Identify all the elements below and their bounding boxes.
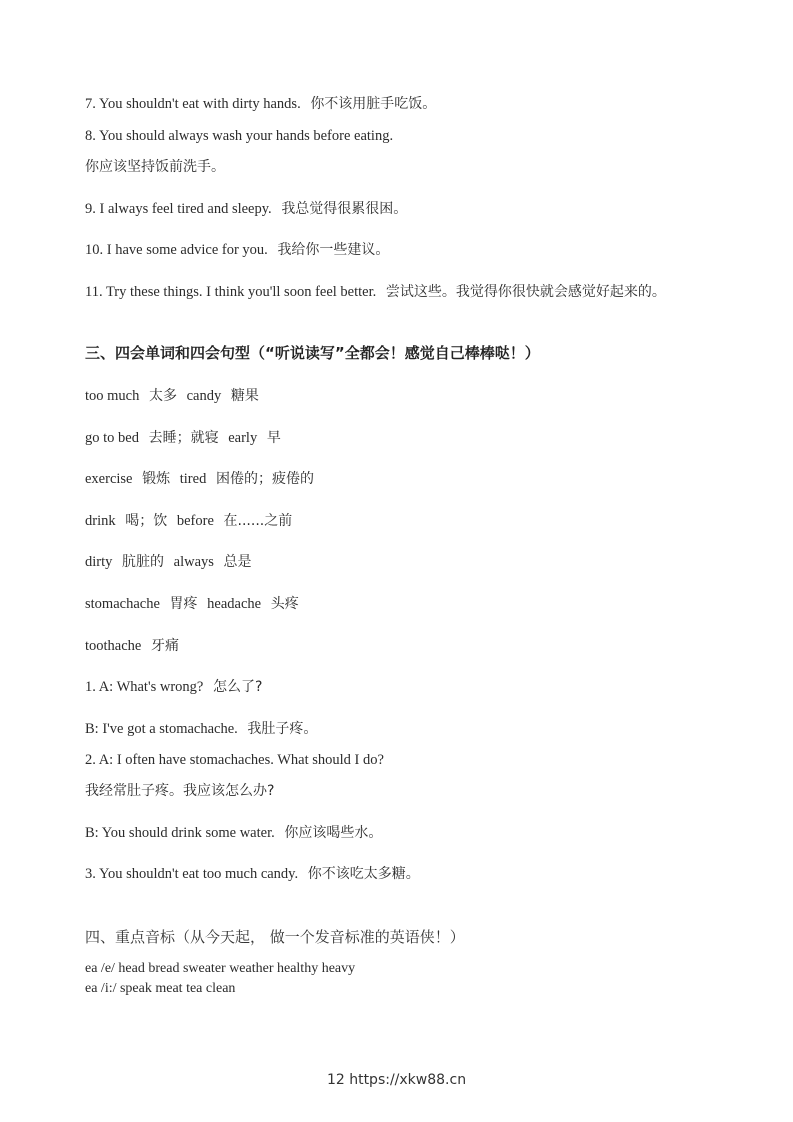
sentence-cn: 你应该坚持饭前洗手。	[85, 159, 225, 175]
sentence-en: 2. A: I often have stomachaches. What should I do?	[85, 752, 384, 768]
vocab-meaning: 去睡；就寝	[148, 430, 219, 446]
dialog-2a	[85, 751, 384, 769]
vocab-row	[85, 553, 252, 571]
vocab-word: drink	[85, 513, 116, 529]
vocab-meaning: 头疼	[270, 596, 299, 612]
dialog-2b	[85, 824, 382, 842]
sentence-en: 10. I have some advice for you.	[85, 242, 268, 258]
vocab-row	[85, 595, 299, 613]
phonetic-line: ea /i:/ speak meat tea clean	[85, 981, 236, 996]
vocab-row	[85, 470, 314, 488]
vocab-word: headache	[207, 596, 262, 612]
vocab-word: stomachache	[85, 596, 160, 612]
sentence-9	[85, 200, 407, 218]
sentence-en: 8. You should always wash your hands before eating.	[85, 128, 394, 144]
vocab-word: always	[173, 554, 214, 570]
dialog-2a-translation	[85, 782, 274, 800]
vocab-word: tired	[179, 471, 207, 487]
sentence-cn: 我给你一些建议。	[277, 242, 390, 258]
vocab-meaning: 太多	[149, 388, 177, 404]
sentence-en: 11. Try these things. I think you'll soon feel better.	[85, 284, 377, 300]
vocab-word: too much	[85, 388, 140, 404]
sentence-cn: 我经常肚子疼。我应该怎么办?	[85, 783, 275, 799]
dialog-1b	[85, 720, 317, 738]
sentence-cn: 尝试这些。我觉得你很快就会感觉好起来的。	[385, 284, 666, 300]
vocab-word: candy	[186, 388, 222, 404]
vocab-word: dirty	[85, 554, 113, 570]
vocab-row	[85, 512, 292, 530]
dialog-1a	[85, 678, 262, 696]
page-footer: 12 https://xkw88.cn	[326, 1072, 467, 1088]
vocab-word: toothache	[85, 638, 142, 654]
vocab-meaning: 喝；饮	[125, 513, 168, 529]
vocab-meaning: 锻炼	[142, 471, 171, 487]
sentence-en: 3. You shouldn't eat too much candy.	[85, 866, 299, 882]
sentence-7	[85, 95, 436, 113]
sentence-8-translation	[85, 158, 225, 176]
vocab-row	[85, 429, 281, 447]
vocab-meaning: 糖果	[230, 388, 259, 404]
sentence-cn: 我肚子疼。	[247, 721, 318, 737]
sentence-en: B: You should drink some water.	[85, 825, 275, 841]
vocab-row	[85, 637, 179, 655]
vocab-meaning: 早	[266, 430, 281, 446]
phonetic-line: ea /e/ head bread sweater weather healthy heavy	[85, 961, 356, 976]
section-3-heading: 三、四会单词和四会句型（“听说读写”全都会！感觉自己棒棒哒！）	[85, 344, 540, 362]
sentence-cn: 你不该吃太多糖。	[307, 866, 420, 882]
vocab-meaning: 困倦的；疲倦的	[215, 471, 314, 487]
vocab-meaning: 肮脏的	[122, 554, 165, 570]
sentence-8	[85, 127, 393, 145]
sentence-cn: 我总觉得很累很困。	[281, 201, 408, 217]
sentence-cn: 怎么了?	[212, 679, 263, 695]
vocab-meaning: 牙痛	[151, 638, 179, 654]
vocab-word: early	[228, 430, 258, 446]
section-4-heading: 四、重点音标（从今天起， 做一个发音标准的英语侠！）	[85, 928, 465, 946]
sentence-en: 1. A: What's wrong?	[85, 679, 204, 695]
sentence-10	[85, 241, 389, 259]
vocab-word: go to bed	[85, 430, 139, 446]
sentence-en: 9. I always feel tired and sleepy.	[85, 201, 272, 217]
sentence-en: B: I've got a stomachache.	[85, 721, 238, 737]
vocab-meaning: 总是	[223, 554, 252, 570]
vocab-row	[85, 387, 259, 405]
vocab-word: before	[176, 513, 214, 529]
sentence-11	[85, 283, 666, 301]
sentence-cn: 你应该喝些水。	[284, 825, 383, 841]
vocab-word: exercise	[85, 471, 133, 487]
sentence-cn: 你不该用脏手吃饭。	[310, 96, 437, 112]
vocab-meaning: 胃疼	[169, 596, 198, 612]
vocab-meaning: 在......之前	[223, 513, 293, 529]
sentence-en: 7. You shouldn't eat with dirty hands.	[85, 96, 301, 112]
sentence-3	[85, 865, 420, 883]
